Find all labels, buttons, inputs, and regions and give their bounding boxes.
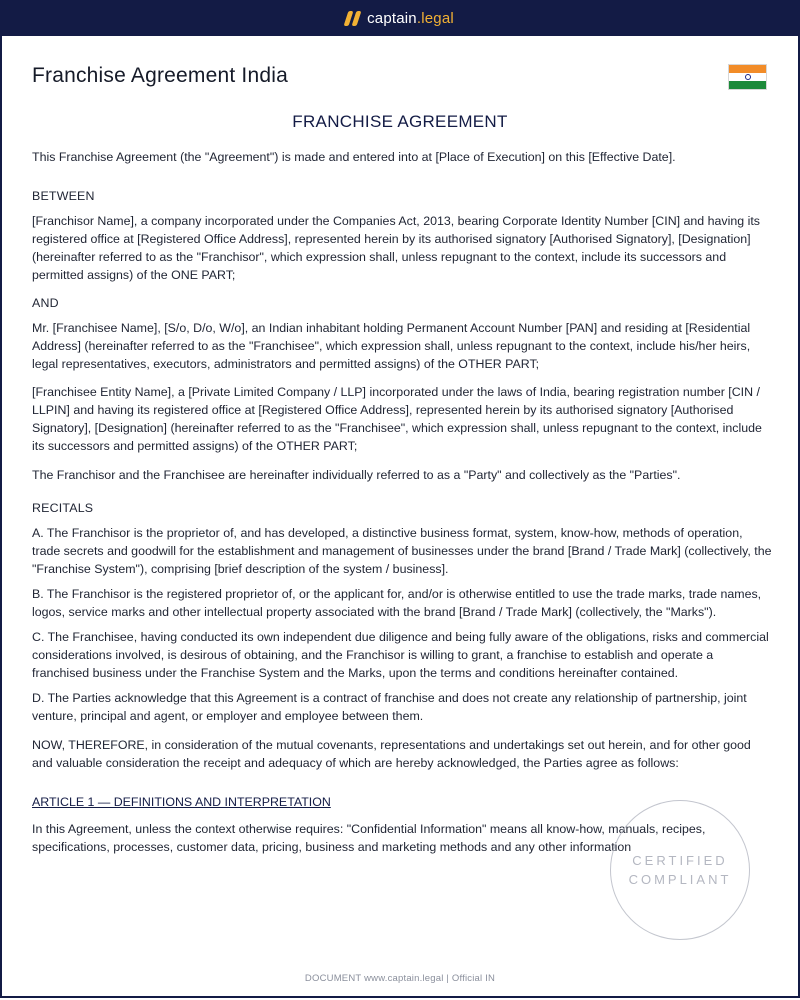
brand-name: captain.legal	[367, 9, 454, 27]
franchisor-paragraph: [Franchisor Name], a company incorporated under the Companies Act, 2013, bearing Corporate Identity Number [CIN] and having its registered office at [Registered Office Address], represented herein by its authorised signatory [Authorised Signatory], [Designation] (hereinafter referred to as the "Franchisor", which expression shall, unless repugnant to the context, include its successors and permitted assigns) of the ONE PART;	[32, 214, 760, 282]
recital-b: B. The Franchisor is the registered proprietor of, or the applicant for, and/or is otherwise entitled to use the trade marks, trade names, logos, service marks and other intellectual property associated with the brand [Brand / Trade Mark] (collectively, the "Marks").	[32, 587, 762, 619]
brand-logo-link[interactable]	[346, 10, 454, 27]
article-1-text: In this Agreement, unless the context otherwise requires: "Confidential Information" means all know-how, manuals, recipes, specifications, processes, customer data, pricing, business and marketing methods and any other information	[32, 822, 706, 854]
franchisee-individual-paragraph: Mr. [Franchisee Name], [S/o, D/o, W/o], an Indian inhabitant holding Permanent Account Number [PAN] and residing at [Residential Address] (hereinafter referred to as the "Franchisee", which expression shall, unless repugnant to the context, include his/her heirs, legal representatives, executors, administrators and permitted assigns) of the OTHER PART;	[32, 321, 751, 371]
recital-a: A. The Franchisor is the proprietor of, and has developed, a distinctive business format, system, know-how, methods of operation, trade secrets and goodwill for the establishment and management of businesses under the brand [Brand / Trade Mark] (collectively, the "Franchise System"), comprising [brief description of the system / business].	[32, 526, 772, 576]
recitals-label: RECITALS	[32, 501, 94, 515]
captain-logo-icon	[346, 10, 359, 26]
certified-compliant-stamp	[610, 800, 750, 940]
recital-d: D. The Parties acknowledge that this Agreement is a contract of franchise and does not create any relationship of partnership, joint venture, principal and agent, or employer and employee between them.	[32, 691, 747, 723]
document-title: Franchise Agreement India	[32, 64, 288, 87]
parties-paragraph: The Franchisor and the Franchisee are hereinafter individually referred to as a "Party" and collectively as the "Parties".	[32, 468, 681, 482]
intro-paragraph: This Franchise Agreement (the "Agreement") is made and entered into at [Place of Execution] on this [Effective Date].	[32, 150, 676, 164]
footer-text: DOCUMENT www.captain.legal | Official IN	[304, 973, 496, 984]
agreement-heading: FRANCHISE AGREEMENT	[292, 112, 508, 131]
stamp-line-2: COMPLIANT	[628, 872, 732, 887]
top-bar	[0, 0, 800, 36]
document-body	[32, 148, 772, 856]
article-1-heading: ARTICLE 1 — DEFINITIONS AND INTERPRETATION	[32, 795, 331, 809]
now-therefore-paragraph: NOW, THEREFORE, in consideration of the mutual covenants, representations and undertakings set out herein, and for other good and valuable consideration the receipt and adequacy of which are hereby acknowledged, the Parties agree as follows:	[32, 738, 751, 770]
and-label: AND	[32, 296, 59, 310]
between-label: BETWEEN	[32, 189, 95, 203]
stamp-line-1: CERTIFIED	[632, 853, 728, 868]
franchisee-entity-paragraph: [Franchisee Entity Name], a [Private Limited Company / LLP] incorporated under the laws of India, bearing registration number [CIN / LLPIN] and having its registered office at [Registered Office Address], represented herein by its authorised signatory [Authorised Signatory], [Designation] (hereinafter referred to as the "Franchisee", which expression shall, unless repugnant to the context, include its successors and permitted assigns) of the OTHER PART;	[32, 385, 762, 453]
india-flag-icon	[728, 64, 767, 90]
recital-c: C. The Franchisee, having conducted its own independent due diligence and being fully aware of the obligations, risks and commercial considerations involved, is desirous of obtaining, and the Franchisor is willing to grant, a franchise to establish and operate a franchised business under the Franchise System and the Marks, upon the terms and conditions hereinafter contained.	[32, 630, 769, 680]
